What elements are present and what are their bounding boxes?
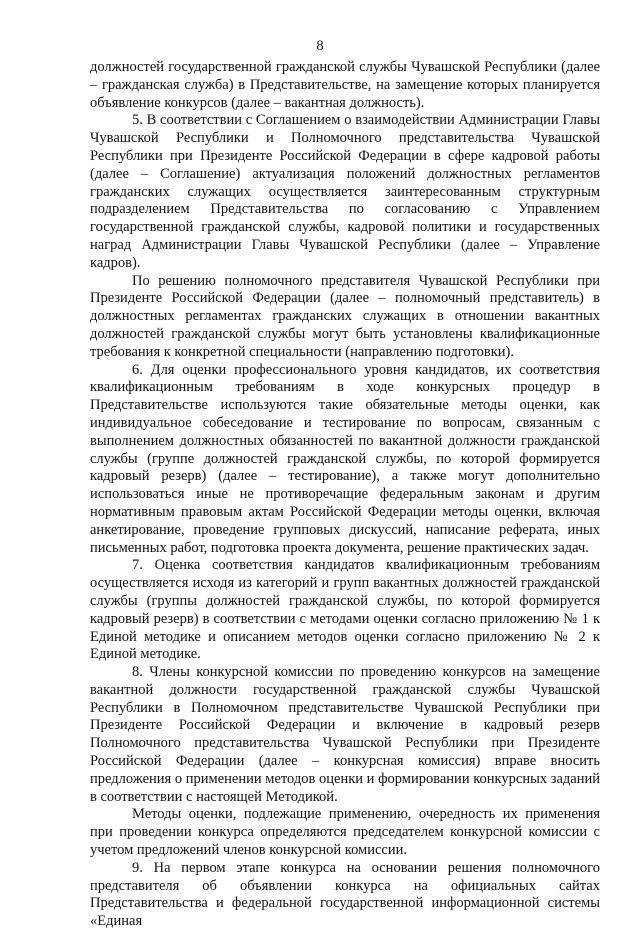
paragraph-continuation: должностей государственной гражданской службы Чувашской Республики (далее – гражданская служба) в Представительстве, на замещение которых планируется объявление конкурсов (далее – вакантная должность). — [90, 59, 600, 111]
paragraph-item-9: 9. На первом этапе конкурса на основании решения полномочного представителя об объявлении конкурса на официальных сайтах Представительства и федеральной государственной информационной системы «Единая — [90, 859, 600, 930]
paragraph-item-6: 6. Для оценки профессионального уровня кандидатов, их соответствия квалификационным требованиям в ходе конкурсных процедур в Представительстве используются такие обязательные методы оценки, как индивидуальное собеседование и тестирование по вопросам, связанным с выполнением должностных обязанностей по вакантной должности гражданской службы (группе должностей гражданской службы, по которой формируется кадровый резерв) (далее – тестирование), а также могут дополнительно использоваться иные не противоречащие федеральным законам и другим нормативным правовым актам Российской Федерации методы оценки, включая анкетирование, проведение групповых дискуссий, написание реферата, иных письменных работ, подготовка проекта документа, решение практических задач. — [90, 361, 600, 556]
paragraph-representative-decision: По решению полномочного представителя Чувашской Республики при Президенте Российской Федерации (далее – полномочный представитель) в должностных регламентах гражданских служащих в отношении вакантных должностей гражданской службы могут быть установлены квалификационные требования к конкретной специальности (направлению подготовки). — [90, 272, 600, 360]
paragraph-item-7: 7. Оценка соответствия кандидатов квалификационным требованиям осуществляется исходя из категорий и групп вакантных должностей гражданской службы (группы должностей гражданской службы, по которой формируется кадровый резерв) в соответствии с методами оценки согласно приложению № 1 к Единой методике и описанием методов оценки согласно приложению № 2 к Единой методике. — [90, 557, 600, 663]
paragraph-methods: Методы оценки, подлежащие применению, очередность их применения при проведении конкурса определяются председателем конкурсной комиссии с учетом предложений членов конкурсной комиссии. — [90, 806, 600, 859]
paragraph-item-5: 5. В соответствии с Соглашением о взаимодействии Администрации Главы Чувашской Республики и Полномочного представительства Чувашской Республики при Президенте Российской Федерации в сфере кадровой работы (далее – Соглашение) актуализация положений должностных регламентов гражданских служащих осуществляется заинтересованным структурным подразделением Представительства по согласованию с Управлением государственной гражданской службы, кадровой политики и государственных наград Администрации Главы Чувашской Республики (далее – Управление кадров). — [90, 112, 600, 271]
paragraph-item-8: 8. Члены конкурсной комиссии по проведению конкурсов на замещение вакантной должности государственной гражданской службы Чувашской Республики в Полномочном представительстве Чувашской Республики при Президенте Российской Федерации и включение в кадровый резерв Полномочного представительства Чувашской Республики при Президенте Российской Федерации (далее – конкурсная комиссия) вправе вносить предложения о применении методов оценки и формировании конкурсных заданий в соответствии с настоящей Методикой. — [90, 664, 600, 805]
document-body — [90, 59, 600, 931]
page-number: 8 — [316, 38, 324, 54]
